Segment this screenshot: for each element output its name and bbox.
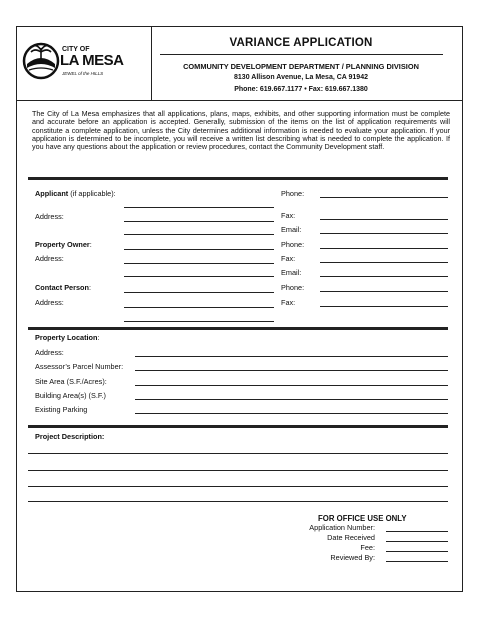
section-separator xyxy=(28,425,448,428)
owner-fax-field[interactable] xyxy=(320,262,448,263)
project-description-line-2[interactable] xyxy=(28,470,448,471)
contact-fax-field[interactable] xyxy=(320,306,448,307)
owner-fax-label: Fax: xyxy=(281,254,296,263)
building-area-label: Building Area(s) (S.F.) xyxy=(35,391,106,400)
intro-paragraph: The City of La Mesa emphasizes that all applications, plans, maps, exhibits, and other supporting information must be complete and accurate before an application is accepted. Generally, submission of the items on the list of application requirements will constitute a complete application, unless the City determines additional information is needed to evaluate your application. If your application is determined to be incomplete, you will receive a written list describing what is needed to complete the application. If you have any questions about the application or review procedures, contact the Community Development staff. xyxy=(32,109,450,152)
applicant-fax-label: Fax: xyxy=(281,211,296,220)
owner-phone-label: Phone: xyxy=(281,240,305,249)
project-description-line-1[interactable] xyxy=(28,453,448,454)
reviewed-by-field[interactable] xyxy=(386,561,448,562)
existing-parking-label: Existing Parking xyxy=(35,405,88,414)
property-location-label: Property Location: xyxy=(35,333,100,342)
header-divider xyxy=(151,26,152,100)
date-received-label: Date Received xyxy=(327,533,375,542)
applicant-email-label: Email: xyxy=(281,225,302,234)
property-owner-field[interactable] xyxy=(124,249,274,250)
owner-address-line-2[interactable] xyxy=(124,276,274,277)
applicant-address-line-3[interactable] xyxy=(124,234,274,235)
contact-person-label: Contact Person: xyxy=(35,283,91,292)
logo-name: LA MESA xyxy=(60,52,124,69)
site-area-label: Site Area (S.F./Acres): xyxy=(35,377,107,386)
applicant-address-label: Address: xyxy=(35,212,64,221)
applicant-phone-label: Phone: xyxy=(281,189,305,198)
applicant-phone-field[interactable] xyxy=(320,197,448,198)
applicant-email-field[interactable] xyxy=(320,233,448,234)
owner-email-label: Email: xyxy=(281,268,302,277)
parcel-number-field[interactable] xyxy=(135,370,448,371)
contact-fax-label: Fax: xyxy=(281,298,296,307)
application-number-label: Application Number: xyxy=(309,523,375,532)
project-description-line-3[interactable] xyxy=(28,486,448,487)
application-number-field[interactable] xyxy=(386,531,448,532)
department-address: 8130 Allison Avenue, La Mesa, CA 91942 xyxy=(234,74,368,81)
project-description-line-4[interactable] xyxy=(28,501,448,502)
property-owner-label: Property Owner: xyxy=(35,240,92,249)
contact-phone-field[interactable] xyxy=(320,291,448,292)
logo-tagline: JEWEL of the HILLS xyxy=(62,71,104,76)
section-separator xyxy=(28,177,448,180)
contact-address-field[interactable] xyxy=(124,307,274,308)
logo-city-of: CITY OF xyxy=(62,46,90,53)
applicant-address-field[interactable] xyxy=(124,207,274,208)
header-bottom-rule xyxy=(16,100,463,101)
contact-phone-label: Phone: xyxy=(281,283,305,292)
city-logo xyxy=(21,38,131,88)
fee-field[interactable] xyxy=(386,551,448,552)
contact-address-label: Address: xyxy=(35,298,64,307)
section-separator xyxy=(28,327,448,330)
property-address-field[interactable] xyxy=(135,356,448,357)
owner-address-field[interactable] xyxy=(124,263,274,264)
title-rule xyxy=(160,54,443,55)
department-phone-fax: Phone: 619.667.1177 • Fax: 619.667.1380 xyxy=(234,86,368,93)
owner-phone-field[interactable] xyxy=(320,248,448,249)
parcel-number-label: Assessor’s Parcel Number: xyxy=(35,362,124,371)
date-received-field[interactable] xyxy=(386,541,448,542)
project-description-label: Project Description: xyxy=(35,432,105,441)
reviewed-by-label: Reviewed By: xyxy=(330,553,375,562)
property-address-label: Address: xyxy=(35,348,64,357)
owner-address-label: Address: xyxy=(35,254,64,263)
site-area-field[interactable] xyxy=(135,385,448,386)
building-area-field[interactable] xyxy=(135,399,448,400)
office-use-title: FOR OFFICE USE ONLY xyxy=(318,514,407,523)
applicant-label: Applicant (if applicable): xyxy=(35,189,116,198)
contact-address-line-2[interactable] xyxy=(124,321,274,322)
applicant-fax-field[interactable] xyxy=(320,219,448,220)
fee-label: Fee: xyxy=(360,543,375,552)
form-title: VARIANCE APPLICATION xyxy=(229,37,373,49)
applicant-address-line-2[interactable] xyxy=(124,221,274,222)
contact-person-field[interactable] xyxy=(124,292,274,293)
existing-parking-field[interactable] xyxy=(135,413,448,414)
owner-email-field[interactable] xyxy=(320,276,448,277)
department-name: COMMUNITY DEVELOPMENT DEPARTMENT / PLANNING DIVISION xyxy=(183,62,419,71)
